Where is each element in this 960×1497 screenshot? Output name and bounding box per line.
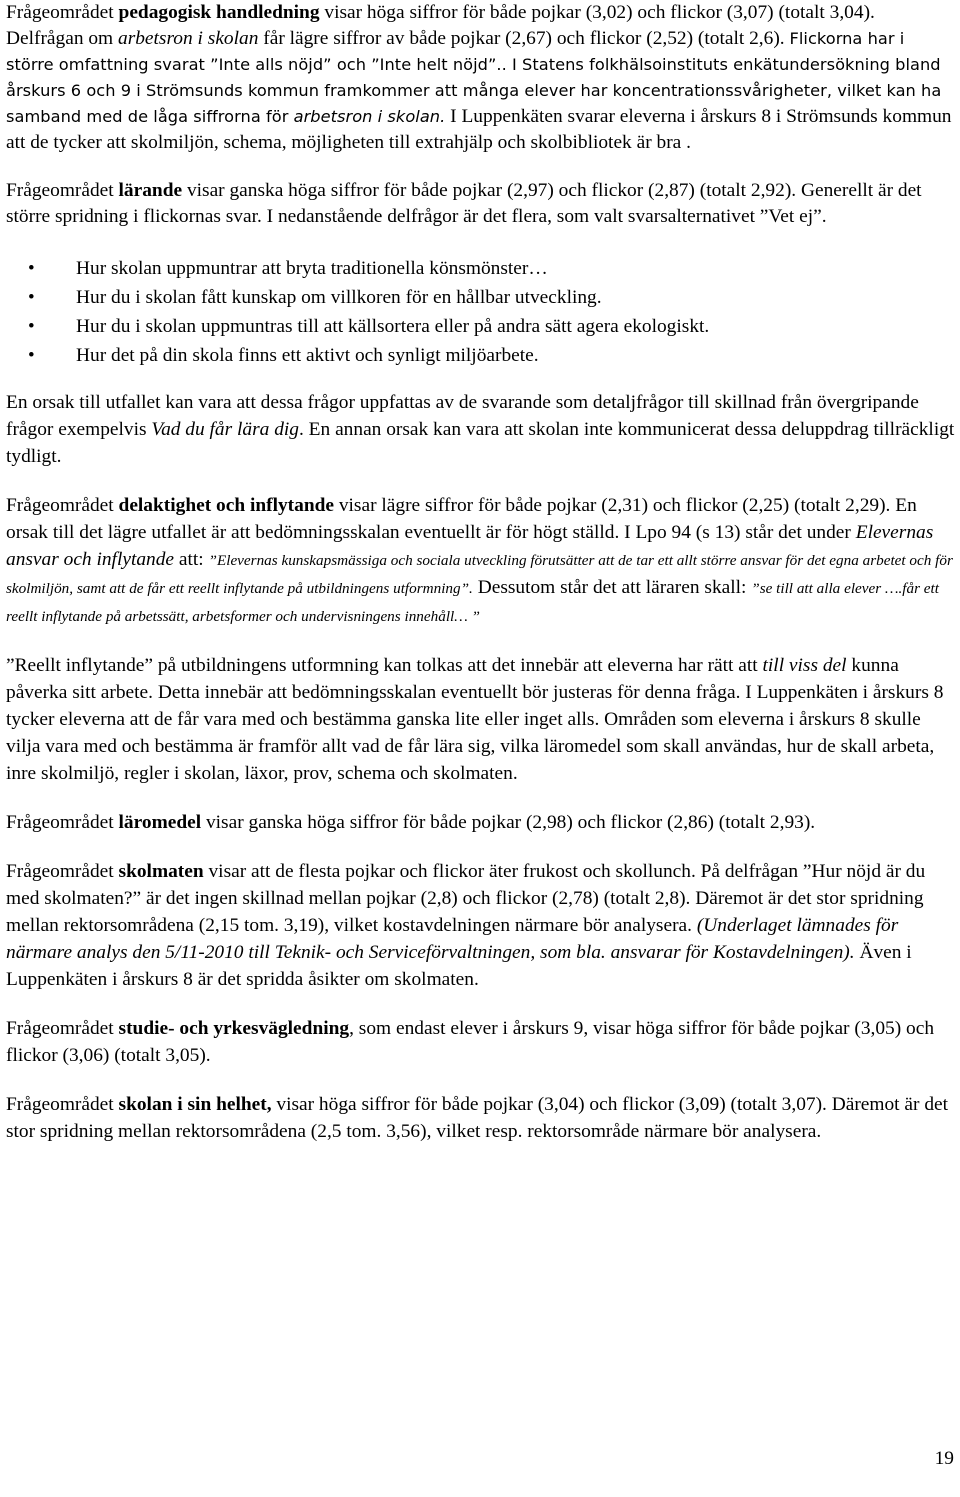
paragraph-reellt-inflytande: [6, 652, 956, 787]
text-run: Frågeområdet: [6, 812, 119, 833]
paragraph-skolan-i-sin-helhet: [6, 1091, 956, 1145]
paragraph-skolmaten: [6, 858, 956, 993]
text-run: visar lägre siffror för både pojkar (2,31) och flickor (2,25) (totalt 2,29). En orsak till det lägre utfallet är att bedömningsskalan eventuellt är för högt ställd. I Lpo 94 (s 13) står det under: [6, 495, 917, 543]
text-run: kunna påverka sitt arbete. Detta innebär att bedömningsskalan eventuellt bör justeras för denna fråga. I Luppenkäten i årskurs 8 tycker eleverna att de får vara med och bestämma ganska lite eller inget alls. Områden som eleverna i årskurs 8 skulle vilja vara med och bestämma är framför allt vad de får lära sig, vilka läromedel som skall användas, hur de skall arbeta, inre skolmiljö, regler i skolan, läxor, prov, schema och skolmaten.: [6, 655, 944, 784]
list-item: • Hur du i skolan uppmuntras till att källsortera eller på andra sätt agera ekologiskt.: [6, 312, 956, 341]
paragraph-pedagogisk-handledning: [6, 0, 956, 156]
quote-text: ”se till att alla elever ….får ett reellt inflytande på arbetssätt, arbetsformer och undervisningens innehåll… ”: [6, 580, 939, 625]
text-run: visar höga siffror för både pojkar (3,04) och flickor (3,09) (totalt 3,07). Däremot är det stor spridning mellan rektorsområdena (2,5 tom. 3,56), vilket resp. rektorsområde närmare bör analysera.: [6, 1094, 949, 1142]
quote-text: ”Elevernas kunskapsmässiga och sociala utveckling förutsätter att de tar ett allt större ansvar för det egna arbetet och för skolmiljön, samt att de får ett reellt inflytande på utbildningens utformning”.: [6, 552, 953, 597]
list-item: • Hur det på din skola finns ett aktivt och synligt miljöarbete.: [6, 341, 956, 370]
topic-heading: pedagogisk handledning: [118, 2, 320, 23]
emphasis-text: till viss del: [762, 655, 847, 676]
topic-heading: skolan i sin helhet,: [118, 1094, 272, 1115]
page-number: 19: [934, 1448, 954, 1469]
text-run: Dessutom står det att läraren skall:: [472, 577, 752, 598]
list-item: • Hur du i skolan fått kunskap om villkoren för en hållbar utveckling.: [6, 283, 956, 312]
text-run: I Luppenkäten svarar eleverna i årskurs 8 i Strömsunds kommun att de tycker att skolmiljön, schema, möjligheten till extrahjälp och skolbibliotek är bra .: [6, 106, 952, 153]
topic-heading: studie- och yrkesvägledning: [118, 1018, 350, 1039]
text-run: En orsak till utfallet kan vara att dessa frågor uppfattas av de svarande som detaljfrågor till skillnad från övergripande frågor exempelvis: [6, 392, 919, 440]
emphasis-text: (Underlaget lämnades för närmare analys den 5/11-2010 till Teknik- och Serviceförvaltningen, som bla. ansvarar för Kostavdelningen).: [6, 915, 899, 963]
topic-heading: skolmaten: [118, 861, 204, 882]
text-run: visar höga siffror för både pojkar (3,02) och flickor (3,07) (totalt 3,04). Delfrågan om: [6, 2, 875, 49]
list-item: • Hur skolan uppmuntrar att bryta traditionella könsmönster…: [6, 254, 956, 283]
text-run: , som endast elever i årskurs 9, visar höga siffror för både pojkar (3,05) och flickor (3,06) (totalt 3,05).: [6, 1018, 935, 1066]
topic-heading: delaktighet och inflytande: [118, 495, 334, 516]
text-run: får lägre siffror av både pojkar (2,67) och flickor (2,52) (totalt 2,6).: [258, 28, 790, 49]
text-run: Frågeområdet: [6, 495, 119, 516]
topic-heading: läromedel: [118, 812, 202, 833]
text-run: Frågeområdet: [6, 1094, 119, 1115]
paragraph-studie-yrkesvagledning: [6, 1015, 956, 1069]
text-run: Frågeområdet: [6, 1018, 119, 1039]
paragraph-orsak: [6, 389, 956, 470]
topic-heading: lärande: [118, 180, 183, 201]
text-run: Frågeområdet: [6, 2, 119, 23]
emphasis-text: arbetsron i skolan.: [293, 107, 446, 126]
text-run: Även i Luppenkäten i årskurs 8 är det spridda åsikter om skolmaten.: [6, 942, 912, 990]
paragraph-larande: [6, 178, 956, 230]
text-run: Flickorna har i större omfattning svarat ”Inte alls nöjd” och ”Inte helt nöjd”.. I Statens folkhälsoinstituts enkätundersökning bland årskurs 6 och 9 i Strömsunds kommun framkommer att många elever har koncentrationssvårigheter, vilket kan ha samband med de låga siffrorna för: [6, 29, 942, 126]
bullet-list: [6, 254, 956, 370]
text-run: visar att de flesta pojkar och flickor äter frukost och skollunch. På delfrågan ”Hur nöjd är du med skolmaten?” är det ingen skillnad mellan pojkar (2,8) och flickor (2,78) (totalt 2,8). Däremot är det stor spridning mellan rektorsområdena (2,15 tom. 3,19), vilket kostavdelningen närmare bör analysera.: [6, 861, 926, 936]
text-run: visar ganska höga siffror för både pojkar (2,97) och flickor (2,87) (totalt 2,92). Generellt är det större spridning i flickornas svar. I nedanstående delfrågor är det flera, som valt svarsalternativet ”Vet ej”.: [6, 180, 922, 227]
paragraph-delaktighet: [6, 492, 956, 630]
text-run: Frågeområdet: [6, 180, 119, 201]
text-run: visar ganska höga siffror för både pojkar (2,98) och flickor (2,86) (totalt 2,93).: [201, 812, 816, 833]
paragraph-laromedel: [6, 809, 956, 836]
emphasis-text: arbetsron i skolan: [118, 28, 259, 49]
text-run: att:: [174, 549, 209, 570]
emphasis-text: Vad du får lära dig: [151, 419, 299, 440]
text-run: ”Reellt inflytande” på utbildningens utformning kan tolkas att det innebär att eleverna har rätt att: [6, 655, 763, 676]
text-run: Frågeområdet: [6, 861, 119, 882]
text-run: . En annan orsak kan vara att skolan inte kommunicerat dessa deluppdrag tillräckligt tydligt.: [6, 419, 955, 467]
document-page: [6, 0, 956, 1145]
emphasis-text: Elevernas ansvar och inflytande: [6, 522, 934, 570]
